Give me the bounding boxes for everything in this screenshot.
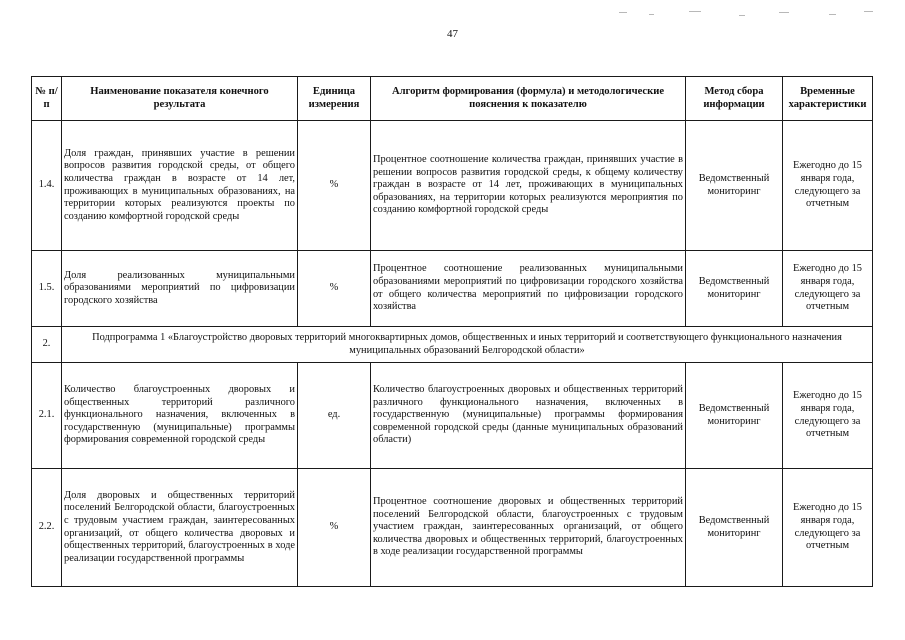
header-unit: Единица измерения	[298, 77, 371, 121]
time-characteristics: Ежегодно до 15 января года, следующего за отчетным	[783, 251, 873, 327]
table-row	[32, 121, 873, 251]
indicator-name: Доля дворовых и общественных территорий поселений Белгородской области, благоустроенных с трудовым участием граждан, заинтересованных организаций, от общего количества дворовых и общественных территорий, благоустроенных в ходе реализации государственной программы	[62, 469, 298, 587]
header-algorithm: Алгоритм формирования (формула) и методологические пояснения к показателю	[371, 77, 686, 121]
calculation-algorithm: Количество благоустроенных дворовых и общественных территорий различного функционального назначения, включенных в государственную (муниципальные) программы формирования современной городской среды (данные муниципальных образований области)	[371, 363, 686, 469]
unit-of-measure: %	[298, 121, 371, 251]
header-num: № п/п	[32, 77, 62, 121]
time-characteristics: Ежегодно до 15 января года, следующего за отчетным	[783, 363, 873, 469]
unit-of-measure: ед.	[298, 363, 371, 469]
time-characteristics: Ежегодно до 15 января года, следующего за отчетным	[783, 121, 873, 251]
unit-of-measure: %	[298, 251, 371, 327]
page-number: 47	[447, 28, 458, 40]
row-number: 1.4.	[32, 121, 62, 251]
indicator-name: Количество благоустроенных дворовых и общественных территорий различного функционального назначения, включенных в государственную (муниципальные) программы формирования современной городской среды	[62, 363, 298, 469]
calculation-algorithm: Процентное соотношение реализованных муниципальными образованиями мероприятий по цифровизации городского хозяйства от общего количества мероприятий по цифровизации городского хозяйства	[371, 251, 686, 327]
table-header-row	[32, 77, 873, 121]
scan-artifact-marks	[619, 8, 879, 22]
header-method: Метод сбора информации	[686, 77, 783, 121]
collection-method: Ведомственный мониторинг	[686, 469, 783, 587]
row-number: 2.1.	[32, 363, 62, 469]
indicator-name: Доля граждан, принявших участие в решении вопросов развития городской среды, от общего количества граждан в возрасте от 14 лет, проживающих в муниципальных образованиях, на территории которых реализуются проекты по созданию комфортной городской среды	[62, 121, 298, 251]
collection-method: Ведомственный мониторинг	[686, 251, 783, 327]
time-characteristics: Ежегодно до 15 января года, следующего за отчетным	[783, 469, 873, 587]
table-row	[32, 363, 873, 469]
table-row	[32, 469, 873, 587]
section-title: Подпрограмма 1 «Благоустройство дворовых территорий многоквартирных домов, общественных и иных территорий и соответствующего функционального назначения муниципальных образований Белгородской области»	[62, 327, 873, 363]
calculation-algorithm: Процентное соотношение дворовых и общественных территорий поселений Белгородской области, благоустроенных с трудовым участием граждан, заинтересованных организаций, от общего количества дворовых и общественных территорий, благоустроенных в ходе реализации государственной программы	[371, 469, 686, 587]
indicators-table	[31, 76, 873, 587]
row-number: 1.5.	[32, 251, 62, 327]
indicator-name: Доля реализованных муниципальными образованиями мероприятий по цифровизации городского хозяйства	[62, 251, 298, 327]
collection-method: Ведомственный мониторинг	[686, 363, 783, 469]
header-time: Временные характеристики	[783, 77, 873, 121]
row-number: 2.2.	[32, 469, 62, 587]
unit-of-measure: %	[298, 469, 371, 587]
section-row	[32, 327, 873, 363]
table-row	[32, 251, 873, 327]
header-name: Наименование показателя конечного результата	[62, 77, 298, 121]
calculation-algorithm: Процентное соотношение количества граждан, принявших участие в решении вопросов развития городской среды, к общему количеству граждан в возрасте от 14 лет, проживающих в муниципальных образованиях, на территории которых реализуются мероприятия по созданию комфортной городской среды	[371, 121, 686, 251]
collection-method: Ведомственный мониторинг	[686, 121, 783, 251]
section-number: 2.	[32, 327, 62, 363]
